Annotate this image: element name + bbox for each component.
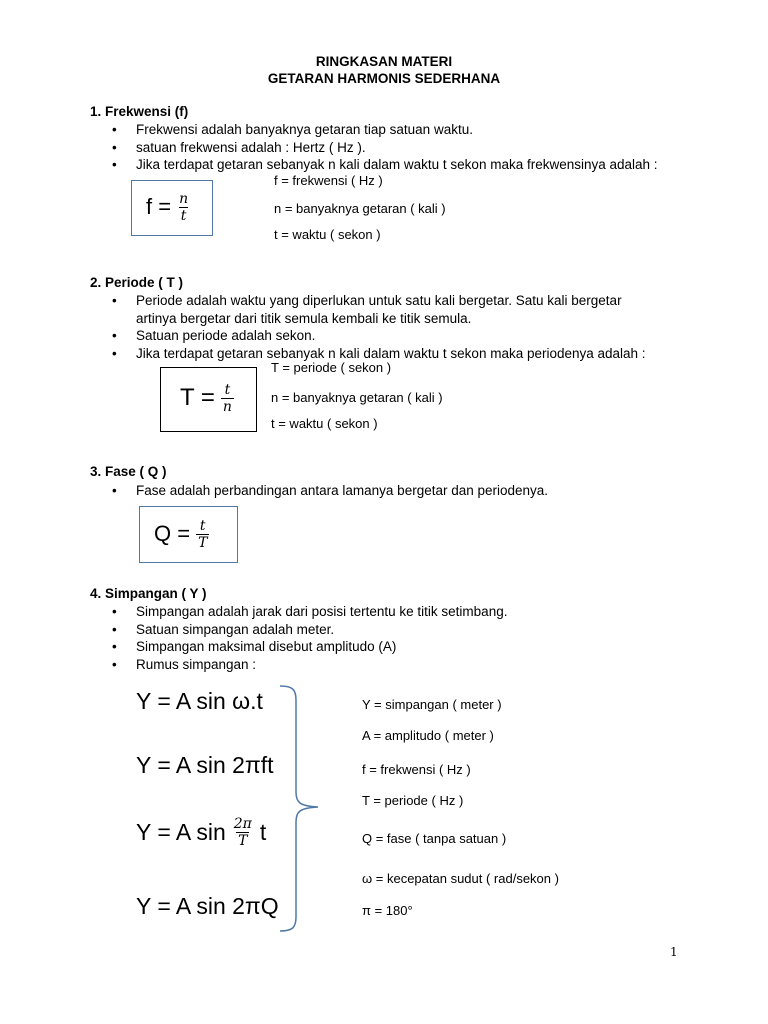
list-item: • Fase adalah perbandingan antara lamanya bergetar dan periodenya. [112, 482, 548, 500]
list-item: • Rumus simpangan : [112, 656, 507, 674]
list-item: • Satuan simpangan adalah meter. [112, 621, 507, 639]
legend-item: T = periode ( sekon ) [271, 360, 392, 375]
fraction [196, 518, 209, 551]
legend-item: Q = fase ( tanpa satuan ) [362, 831, 507, 846]
section-heading-frekwensi: 1. Frekwensi (f) [90, 104, 189, 119]
denominator: n [222, 398, 232, 415]
formula-simpangan-4: Y = A sin 2πQ [136, 893, 279, 919]
formula-lhs: f = [146, 194, 172, 219]
page-number: 1 [670, 945, 678, 959]
legend-item: t = waktu ( sekon ) [271, 416, 378, 431]
denominator: T [238, 833, 248, 849]
formula-lhs: Y = A sin [136, 819, 226, 845]
curly-brace [278, 684, 322, 934]
list-item-continuation: artinya bergetar dari titik semula kembali ke titik semula. [136, 310, 472, 326]
list-item: • Simpangan adalah jarak dari posisi tertentu ke titik setimbang. [112, 603, 507, 621]
numerator: t [224, 381, 231, 398]
formula-fase [154, 510, 209, 558]
section-heading-periode: 2. Periode ( T ) [90, 275, 184, 290]
formula-rhs: t [259, 819, 267, 845]
bullet-list-fase [112, 482, 548, 500]
numerator: 2π [233, 816, 252, 832]
legend-item: π = 180° [362, 903, 413, 918]
legend-item: f = frekwensi ( Hz ) [362, 762, 471, 777]
legend-item: n = banyaknya getaran ( kali ) [271, 390, 443, 405]
bullet-list-periode [112, 292, 646, 362]
legend-item: A = amplitudo ( meter ) [362, 728, 494, 743]
list-item: • Periode adalah waktu yang diperlukan untuk satu kali bergetar. Satu kali bergetar [112, 292, 646, 310]
legend-item: Y = simpangan ( meter ) [362, 697, 502, 712]
bullet-list-simpangan [112, 603, 507, 673]
section-heading-fase: 3. Fase ( Q ) [90, 464, 167, 479]
formula-simpangan-1: Y = A sin ω.t [136, 688, 263, 714]
formula-simpangan-3 [136, 816, 266, 849]
list-item: • Simpangan maksimal disebut amplitudo (A) [112, 638, 507, 656]
formula-lhs: T = [180, 384, 215, 411]
formula-lhs: Q = [154, 521, 191, 546]
list-item: • Satuan periode adalah sekon. [112, 327, 646, 345]
section-heading-simpangan: 4. Simpangan ( Y ) [90, 586, 207, 601]
legend-item: n = banyaknya getaran ( kali ) [274, 201, 446, 216]
list-item: • Frekwensi adalah banyaknya getaran tiap satuan waktu. [112, 121, 658, 139]
formula-simpangan-2: Y = A sin 2πft [136, 752, 274, 778]
formula-frekwensi [146, 184, 190, 230]
legend-item: T = periode ( Hz ) [362, 793, 464, 808]
list-item: • satuan frekwensi adalah : Hertz ( Hz ). [112, 139, 658, 157]
list-item: • Jika terdapat getaran sebanyak n kali dalam waktu t sekon maka periodenya adalah : [112, 345, 646, 363]
document-title-line2: GETARAN HARMONIS SEDERHANA [267, 71, 501, 86]
numerator: t [199, 517, 206, 534]
list-item: • Jika terdapat getaran sebanyak n kali dalam waktu t sekon maka frekwensinya adalah : [112, 156, 658, 174]
legend-item: f = frekwensi ( Hz ) [274, 173, 383, 188]
fraction [177, 191, 190, 224]
bullet-list-frekwensi [112, 121, 658, 174]
legend-item: t = waktu ( sekon ) [274, 227, 381, 242]
legend-item: ω = kecepatan sudut ( rad/sekon ) [362, 871, 559, 886]
denominator: T [198, 534, 208, 551]
denominator: t [180, 207, 187, 224]
fraction [232, 816, 254, 849]
numerator: n [179, 190, 189, 207]
fraction [221, 382, 234, 415]
document-title-line1: RINGKASAN MATERI [315, 54, 453, 69]
list-item [112, 310, 646, 328]
formula-periode [180, 374, 234, 422]
